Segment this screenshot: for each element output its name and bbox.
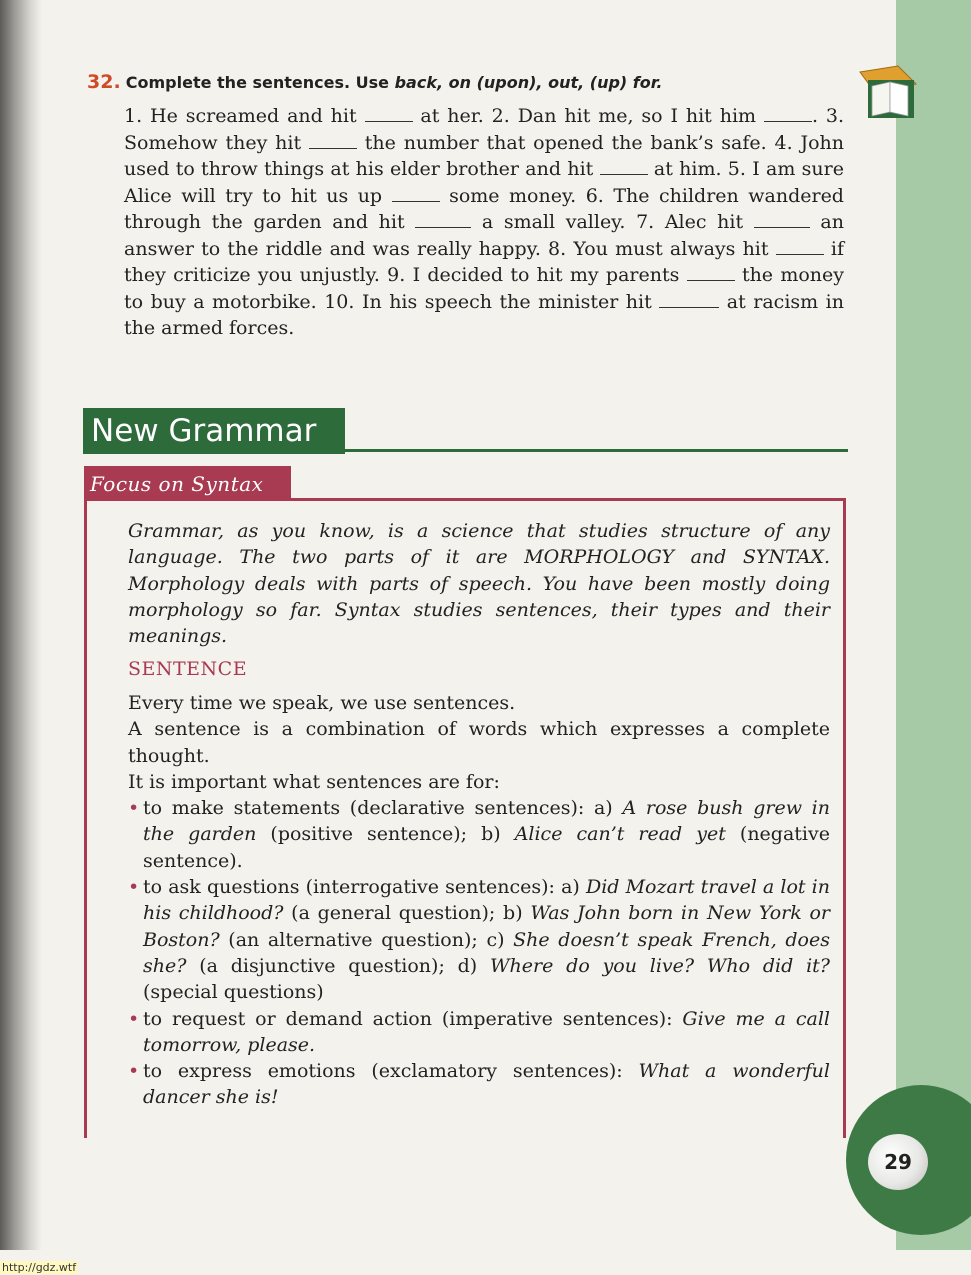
exercise-fragment: if they criticize you unjustly. 9. I decided to hit my parents <box>124 237 845 286</box>
answer-blank <box>309 134 357 149</box>
exercise-instruction: Complete the sentences. Use <box>125 73 395 92</box>
bullet-item: • to express emotions (exclamatory sentences): What a wonderful dancer she is! <box>128 1058 830 1111</box>
answer-blank <box>415 213 471 228</box>
exercise-words: back, on (upon), out, (up) for. <box>394 73 663 92</box>
exercise-fragment: the money to buy a motorbike. 10. In his speech the minister hit <box>124 264 845 313</box>
exercise-fragment: at her. 2. Dan hit me, so I hit him <box>420 105 757 127</box>
side-color-strip <box>896 0 971 1250</box>
exercise-fragment: a small valley. 7. Alec hit <box>481 211 744 233</box>
answer-blank <box>776 240 824 255</box>
answer-blank <box>687 266 735 281</box>
answer-blank <box>392 187 440 202</box>
section-subtitle: Focus on Syntax <box>84 466 291 500</box>
exercise-fragment: an answer to the riddle and was really happy. 8. You must always hit <box>124 211 844 260</box>
paragraph: Every time we speak, we use sentences. <box>128 692 516 714</box>
answer-blank <box>365 107 413 122</box>
exercise-fragment: at him. 5. I am sure Alice will try to hit us up <box>124 158 844 207</box>
exercise-fragment: the number that opened the bank’s safe. 4. John used to throw things at his elder brother and hit <box>124 131 844 180</box>
page-bottom-margin <box>0 1250 971 1275</box>
answer-blank <box>764 107 812 122</box>
answer-blank <box>600 160 648 175</box>
exercise-text <box>124 103 844 342</box>
theory-intro: Grammar, as you know, is a science that studies structure of any language. The two parts of it are MORPHOLOGY and SYNTAX. Morphology deals with parts of speech. You have been mostly doing morphology so far. Syntax studies sentences, their types and their meanings. <box>128 520 830 648</box>
exercise-fragment: some money. 6. The children wandered through the garden and hit <box>124 184 844 233</box>
exercise-fragment: at racism in the armed forces. <box>124 290 844 339</box>
bullet-item: • to ask questions (interrogative sentences): a) Did Mozart travel a lot in his childhood? (a general question); b) Was John born in New York or Boston? (an alternative question); c) She doesn’t speak French, does she? (a disjunctive question); d) Where do you live? Who did it? (special questions) <box>128 874 830 1005</box>
theory-heading: SENTENCE <box>128 658 248 680</box>
bullet-item: • to request or demand action (imperative sentences): Give me a call tomorrow, please. <box>128 1006 830 1059</box>
theory-body <box>128 690 830 1111</box>
section-rule <box>83 449 848 452</box>
bullet-item: • to make statements (declarative sentences): a) A rose bush grew in the garden (positive sentence); b) Alice can’t read yet (negative sentence). <box>128 795 830 874</box>
exercise-number: 32. <box>87 71 121 93</box>
exercise-fragment: 1. He screamed and hit <box>124 105 357 127</box>
exercise-heading <box>87 71 662 93</box>
page-number: 29 <box>868 1134 928 1190</box>
paragraph: A sentence is a combination of words which expresses a complete thought. <box>128 718 830 767</box>
watermark-link[interactable]: http://gdz.wtf <box>2 1261 77 1274</box>
book-gutter-shadow <box>0 0 42 1275</box>
answer-blank <box>754 213 810 228</box>
exercise-fragment: . 3. Somehow they hit <box>124 105 844 154</box>
section-title: New Grammar <box>83 408 345 454</box>
open-book-icon <box>858 64 918 122</box>
paragraph: It is important what sentences are for: <box>128 770 500 793</box>
answer-blank <box>659 293 719 308</box>
